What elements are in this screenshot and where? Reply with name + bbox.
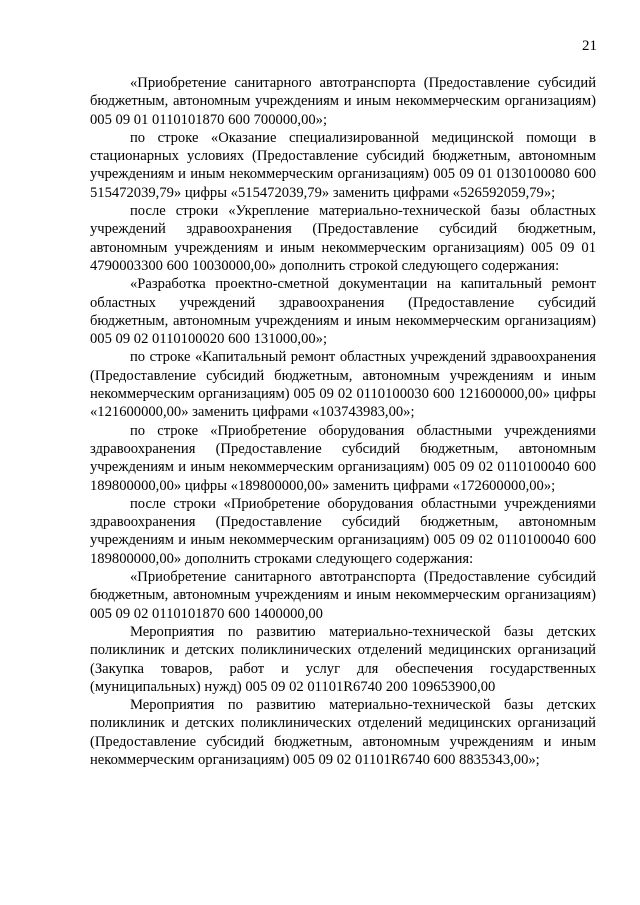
paragraph-4: «Разработка проектно-сметной документации на капитальный ремонт областных учреждений здравоохранения (Предоставление субсидий бюджетным, автономным учреждениям и иным некоммерческим организациям) 005 09 02 0110100020 600 131000,00»; xyxy=(90,276,596,348)
paragraph-5: по строке «Капитальный ремонт областных учреждений здравоохранения (Предоставление субсидий бюджетным, автономным учреждениям и иным некоммерческим организациям) 005 09 02 0110100030 600 121600000,00» цифры «121600000,00» заменить цифрами «103743983,00»; xyxy=(90,349,596,421)
paragraph-2: по строке «Оказание специализированной медицинской помощи в стационарных условиях (Предоставление субсидий бюджетным, автономным учреждениям и иным некоммерческим организациям) 005 09 01 0130100080 600 515472039,79» цифры «515472039,79» заменить цифрами «526592059,79»; xyxy=(90,129,596,201)
paragraph-8: «Приобретение санитарного автотранспорта (Предоставление субсидий бюджетным, автономным учреждениям и иным некоммерческим организациям) 005 09 02 0110101870 600 1400000,00 xyxy=(90,569,596,622)
paragraph-1: «Приобретение санитарного автотранспорта (Предоставление субсидий бюджетным, автономным учреждениям и иным некоммерческим организациям) 005 09 01 0110101870 600 700000,00»; xyxy=(90,75,596,128)
page-number: 21 xyxy=(582,38,597,54)
paragraph-3: после строки «Укрепление материально-технической базы областных учреждений здравоохранения (Предоставление субсидий бюджетным, автономным учреждениям и иным некоммерческим организациям) 005 09 01 4790003300 600 10030000,00» дополнить строкой следующего содержания: xyxy=(90,203,596,274)
paragraph-6: по строке «Приобретение оборудования областными учреждениями здравоохранения (Предоставление субсидий бюджетным, автономным учреждениям и иным некоммерческим организациям) 005 09 02 0110100040 600 189800000,00» цифры «189800000,00» заменить цифрами «172600000,00»; xyxy=(90,422,596,494)
paragraph-10: Мероприятия по развитию материально-технической базы детских поликлиник и детских поликлинических отделений медицинских организаций (Предоставление субсидий бюджетным, автономным учреждениям и иным некоммерческим организациям) 005 09 02 01101R6740 600 8835343,00»; xyxy=(90,697,596,768)
paragraph-7: после строки «Приобретение оборудования областными учреждениями здравоохранения (Предоставление субсидий бюджетным, автономным учреждениям и иным некоммерческим организациям) 005 09 02 0110100040 600 189800000,00» дополнить строками следующего содержания: xyxy=(90,495,596,567)
paragraph-9: Мероприятия по развитию материально-технической базы детских поликлиник и детских поликлинических отделений медицинских организаций (Закупка товаров, работ и услуг для обеспечения государственных (муниципальных) нужд) 005 09 02 01101R6740 200 109653900,00 xyxy=(90,623,596,695)
document-body xyxy=(90,74,596,769)
